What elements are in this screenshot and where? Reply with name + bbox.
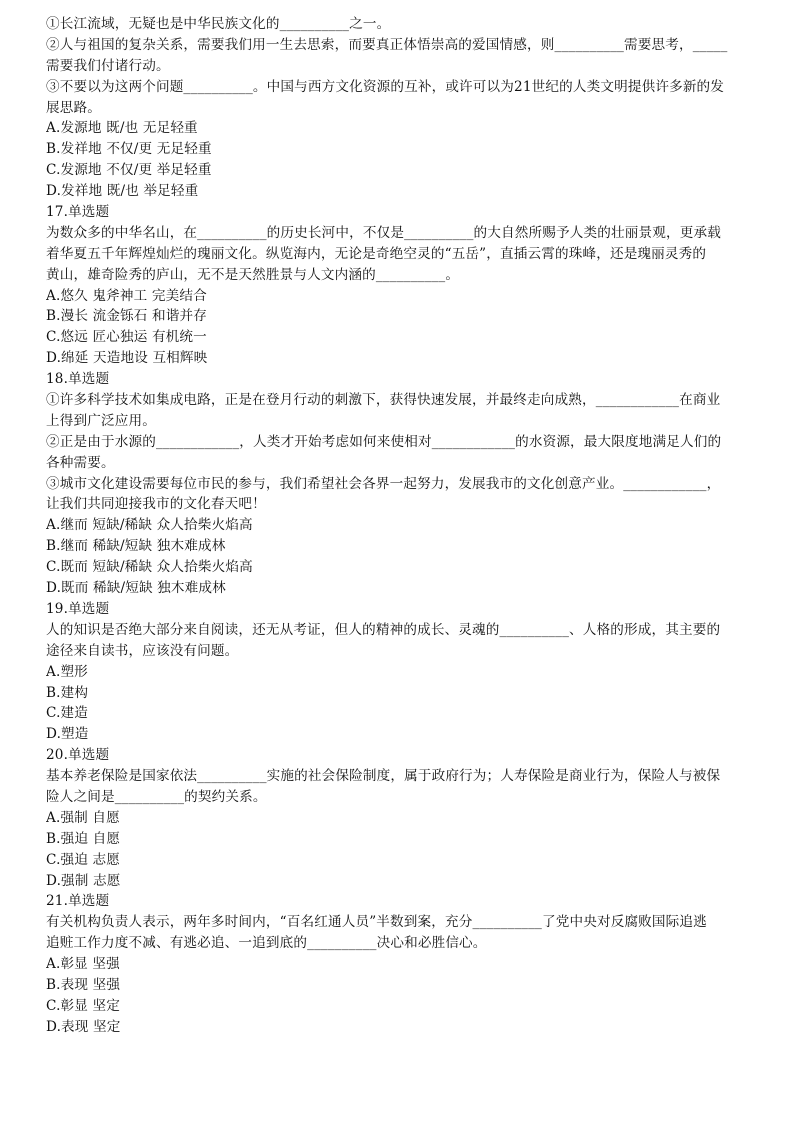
- answer-option: A.继而 短缺/稀缺 众人拾柴火焰高: [46, 517, 253, 534]
- question-text-line: ①长江流域，无疑也是中华民族文化的__________之一。: [46, 16, 391, 32]
- question-text-line: 人的知识是否绝大部分来自阅读，还无从考证，但人的精神的成长、灵魂的__________、人格的形成，其主要的: [46, 621, 721, 638]
- answer-option: B.建构: [46, 684, 89, 701]
- question-text-line: 有关机构负责人表示，两年多时间内，“百名红通人员”半数到案，充分__________了党中央对反腐败国际追逃: [46, 914, 707, 931]
- question-heading: 18.单选题: [46, 371, 110, 388]
- question-text-line: ③不要以为这两个问题__________。中国与西方文化资源的互补，或许可以为21世纪的人类文明提供许多新的发: [46, 78, 725, 95]
- question-text-line: ②正是由于水源的____________，人类才开始考虑如何来使相对____________的水资源，最大限度地满足人们的: [46, 433, 722, 450]
- question-text-line: ②人与祖国的复杂关系，需要我们用一生去思索，而要真正体悟崇高的爱国情感，则__________需要思考，_____: [46, 36, 728, 53]
- question-text-line: 基本养老保险是国家依法__________实施的社会保险制度，属于政府行为；人寿保险是商业行为，保险人与被保: [46, 768, 721, 785]
- question-heading: 19.单选题: [46, 600, 110, 617]
- question-text-line: 黄山，雄奇险秀的庐山，无不是天然胜景与人文内涵的__________。: [46, 266, 460, 283]
- answer-option: C.发源地 不仅/更 举足轻重: [46, 162, 212, 179]
- answer-option: C.悠远 匠心独运 有机统一: [46, 329, 207, 346]
- answer-option: A.塑形: [46, 663, 88, 680]
- answer-option: A.发源地 既/也 无足轻重: [46, 120, 198, 137]
- question-text-line: 上得到广泛应用。: [46, 412, 156, 429]
- question-text-line: 着华夏五千年辉煌灿烂的瑰丽文化。纵览海内，无论是奇绝空灵的“五岳”，直插云霄的珠峰，还是瑰丽灵秀的: [46, 245, 707, 262]
- answer-option: B.强迫 自愿: [46, 830, 121, 847]
- question-text-line: 各种需要。: [46, 454, 115, 471]
- question-text-line: 让我们共同迎接我市的文化春天吧！: [46, 496, 266, 513]
- question-text-line: 展思路。: [46, 99, 101, 116]
- answer-option: D.强制 志愿: [46, 872, 121, 889]
- answer-option: D.表现 坚定: [46, 1018, 121, 1035]
- question-list: [46, 14, 748, 1038]
- answer-option: A.悠久 鬼斧神工 完美结合: [46, 287, 207, 304]
- question-text-line: 为数众多的中华名山，在__________的历史长河中，不仅是__________的大自然所赐予人类的壮丽景观，更承载: [46, 224, 721, 241]
- question-text-line: 途径来自读书，应该没有问题。: [46, 642, 239, 659]
- question-heading: 21.单选题: [46, 893, 110, 910]
- question-text-line: ①许多科学技术如集成电路，正是在登月行动的刺激下，获得快速发展，并最终走向成熟，____________在商业: [46, 392, 721, 409]
- answer-option: C.建造: [46, 705, 89, 722]
- answer-option: B.表现 坚强: [46, 976, 121, 993]
- answer-option: C.强迫 志愿: [46, 851, 120, 868]
- answer-option: A.彰显 坚强: [46, 956, 120, 973]
- question-heading: 20.单选题: [46, 747, 110, 764]
- answer-option: C.彰显 坚定: [46, 997, 120, 1014]
- answer-option: D.绵延 天造地设 互相辉映: [46, 350, 208, 367]
- answer-option: B.漫长 流金铄石 和谐并存: [46, 308, 207, 325]
- answer-option: B.继而 稀缺/短缺 独木难成林: [46, 538, 226, 555]
- question-text-line: 需要我们付诸行动。: [46, 57, 170, 74]
- answer-option: A.强制 自愿: [46, 809, 120, 826]
- question-heading: 17.单选题: [46, 204, 110, 221]
- question-text-line: ③城市文化建设需要每位市民的参与，我们希望社会各界一起努力，发展我市的文化创意产业。____________，: [46, 475, 721, 492]
- answer-option: C.既而 短缺/稀缺 众人拾柴火焰高: [46, 559, 253, 576]
- answer-option: D.既而 稀缺/短缺 独木难成林: [46, 580, 226, 597]
- answer-option: D.发祥地 既/也 举足轻重: [46, 183, 199, 200]
- question-text-line: 追赃工作力度不减、有逃必追、一追到底的__________决心和必胜信心。: [46, 935, 487, 952]
- question-text-line: 险人之间是__________的契约关系。: [46, 788, 267, 805]
- answer-option: B.发祥地 不仅/更 无足轻重: [46, 141, 212, 158]
- answer-option: D.塑造: [46, 726, 89, 743]
